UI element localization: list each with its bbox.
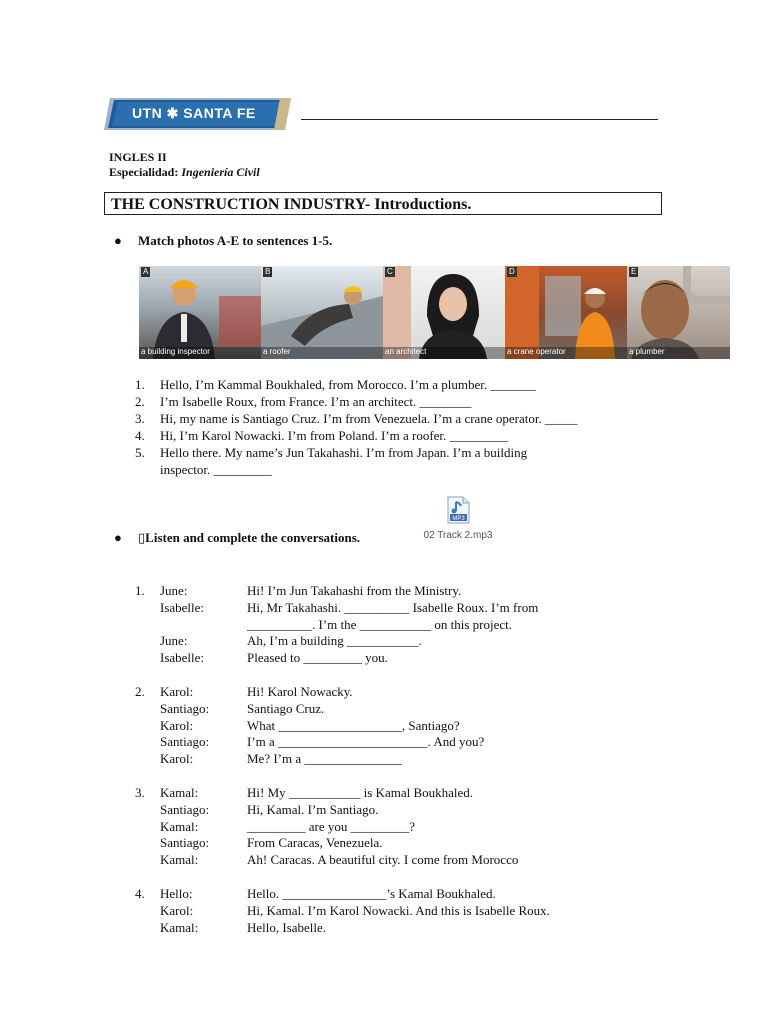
photo-d-caption: a crane operator xyxy=(507,347,566,356)
photo-a-letter: A xyxy=(143,267,149,276)
conversation-4 xyxy=(135,886,735,936)
dialogue-line: Karol: What ___________________, Santiago? xyxy=(160,717,460,733)
audio-filename: 02 Track 2.mp3 xyxy=(423,530,493,541)
photo-c-letter: C xyxy=(387,267,393,276)
dialogue-line: Kamal: Ah! Caracas. A beautiful city. I come from Morocco xyxy=(160,852,519,868)
photo-e-caption: a plumber xyxy=(629,347,665,356)
instruction-listen xyxy=(114,530,361,546)
sentence-list xyxy=(135,376,675,478)
photo-c xyxy=(383,266,505,359)
list-item: inspector. _________ xyxy=(160,462,272,477)
list-item: 2. I’m Isabelle Roux, from France. I’m an architect. ________ xyxy=(135,394,472,409)
photo-d-letter: D xyxy=(509,267,515,276)
specialty-label: Especialidad: xyxy=(109,165,179,179)
missing-glyph-icon: ▯ xyxy=(138,530,146,545)
instruction-listen-text: Listen and complete the conversations. xyxy=(145,530,361,545)
conversation-2 xyxy=(135,684,735,768)
dialogue-line: __________. I’m the ___________ on this project. xyxy=(247,616,513,632)
dialogue-line: Karol: Hi, Kamal. I’m Karol Nowacki. And this is Isabelle Roux. xyxy=(160,902,550,918)
course-name: INGLES II xyxy=(109,150,167,164)
dialogue-line: Kamal: Hello, Isabelle. xyxy=(160,919,327,935)
instruction-match-text: Match photos A-E to sentences 1-5. xyxy=(138,233,333,248)
dialogue-line: June: Ah, I’m a building ___________. xyxy=(160,633,422,649)
header-rule xyxy=(301,119,658,120)
photo-c-caption: an architect xyxy=(385,347,427,356)
list-item: 4. Hi, I’m Karol Nowacki. I’m from Poland. I’m a roofer. _________ xyxy=(135,428,509,443)
photo-a xyxy=(139,266,261,359)
dialogue-line: 4. Hello: Hello. ________________’s Kamal Boukhaled. xyxy=(135,886,496,901)
photo-e xyxy=(627,266,730,359)
photo-b-caption: a roofer xyxy=(263,347,291,356)
dialogue-line: Kamal: _________ are you _________? xyxy=(160,818,415,834)
list-item: 1. Hello, I’m Kammal Boukhaled, from Morocco. I’m a plumber. _______ xyxy=(135,377,536,392)
dialogue-line: Santiago: Hi, Kamal. I’m Santiago. xyxy=(160,801,379,817)
instruction-match xyxy=(114,233,333,249)
photo-a-caption: a building inspector xyxy=(141,347,210,356)
list-item: 3. Hi, my name is Santiago Cruz. I’m from Venezuela. I’m a crane operator. _____ xyxy=(135,411,578,426)
dialogue-line: 1. June: Hi! I’m Jun Takahashi from the Ministry. xyxy=(135,583,462,598)
mp3-icon-label: MP3 xyxy=(452,516,465,522)
photo-b xyxy=(261,266,383,359)
audio-attachment[interactable] xyxy=(417,496,499,541)
dialogue-line: 3. Kamal: Hi! My ___________ is Kamal Boukhaled. xyxy=(135,785,474,800)
course-info xyxy=(109,150,260,180)
dialogue-line: Santiago: I’m a _______________________. And you? xyxy=(160,734,485,750)
utn-logo xyxy=(104,98,291,130)
photo-d xyxy=(505,266,627,359)
page-title: THE CONSTRUCTION INDUSTRY- Introductions. xyxy=(104,192,662,215)
dialogue-line: Karol: Me? I’m a _______________ xyxy=(160,751,402,767)
list-item: 5. Hello there. My name’s Jun Takahashi. I’m from Japan. I’m a building xyxy=(135,445,528,460)
specialty-value: Ingeniería Civil xyxy=(181,165,260,179)
conversation-3 xyxy=(135,785,735,869)
mp3-file-icon xyxy=(445,496,471,524)
logo-text: UTN ✱ SANTA FE xyxy=(132,105,256,121)
photo-b-letter: B xyxy=(265,267,271,276)
photo-strip xyxy=(139,266,730,359)
dialogue-line: Isabelle: Hi, Mr Takahashi. __________ Isabelle Roux. I’m from xyxy=(160,599,539,615)
dialogue-line: Santiago: From Caracas, Venezuela. xyxy=(160,835,383,851)
dialogue-line: 2. Karol: Hi! Karol Nowacky. xyxy=(135,684,353,699)
bullet-icon: ● xyxy=(114,530,122,545)
photo-e-letter: E xyxy=(631,267,637,276)
bullet-icon: ● xyxy=(114,233,122,248)
dialogue-line: Santiago: Santiago Cruz. xyxy=(160,700,325,716)
conversation-1 xyxy=(135,583,735,667)
specialty-line xyxy=(109,165,260,180)
dialogue-line: Isabelle: Pleased to _________ you. xyxy=(160,650,388,666)
